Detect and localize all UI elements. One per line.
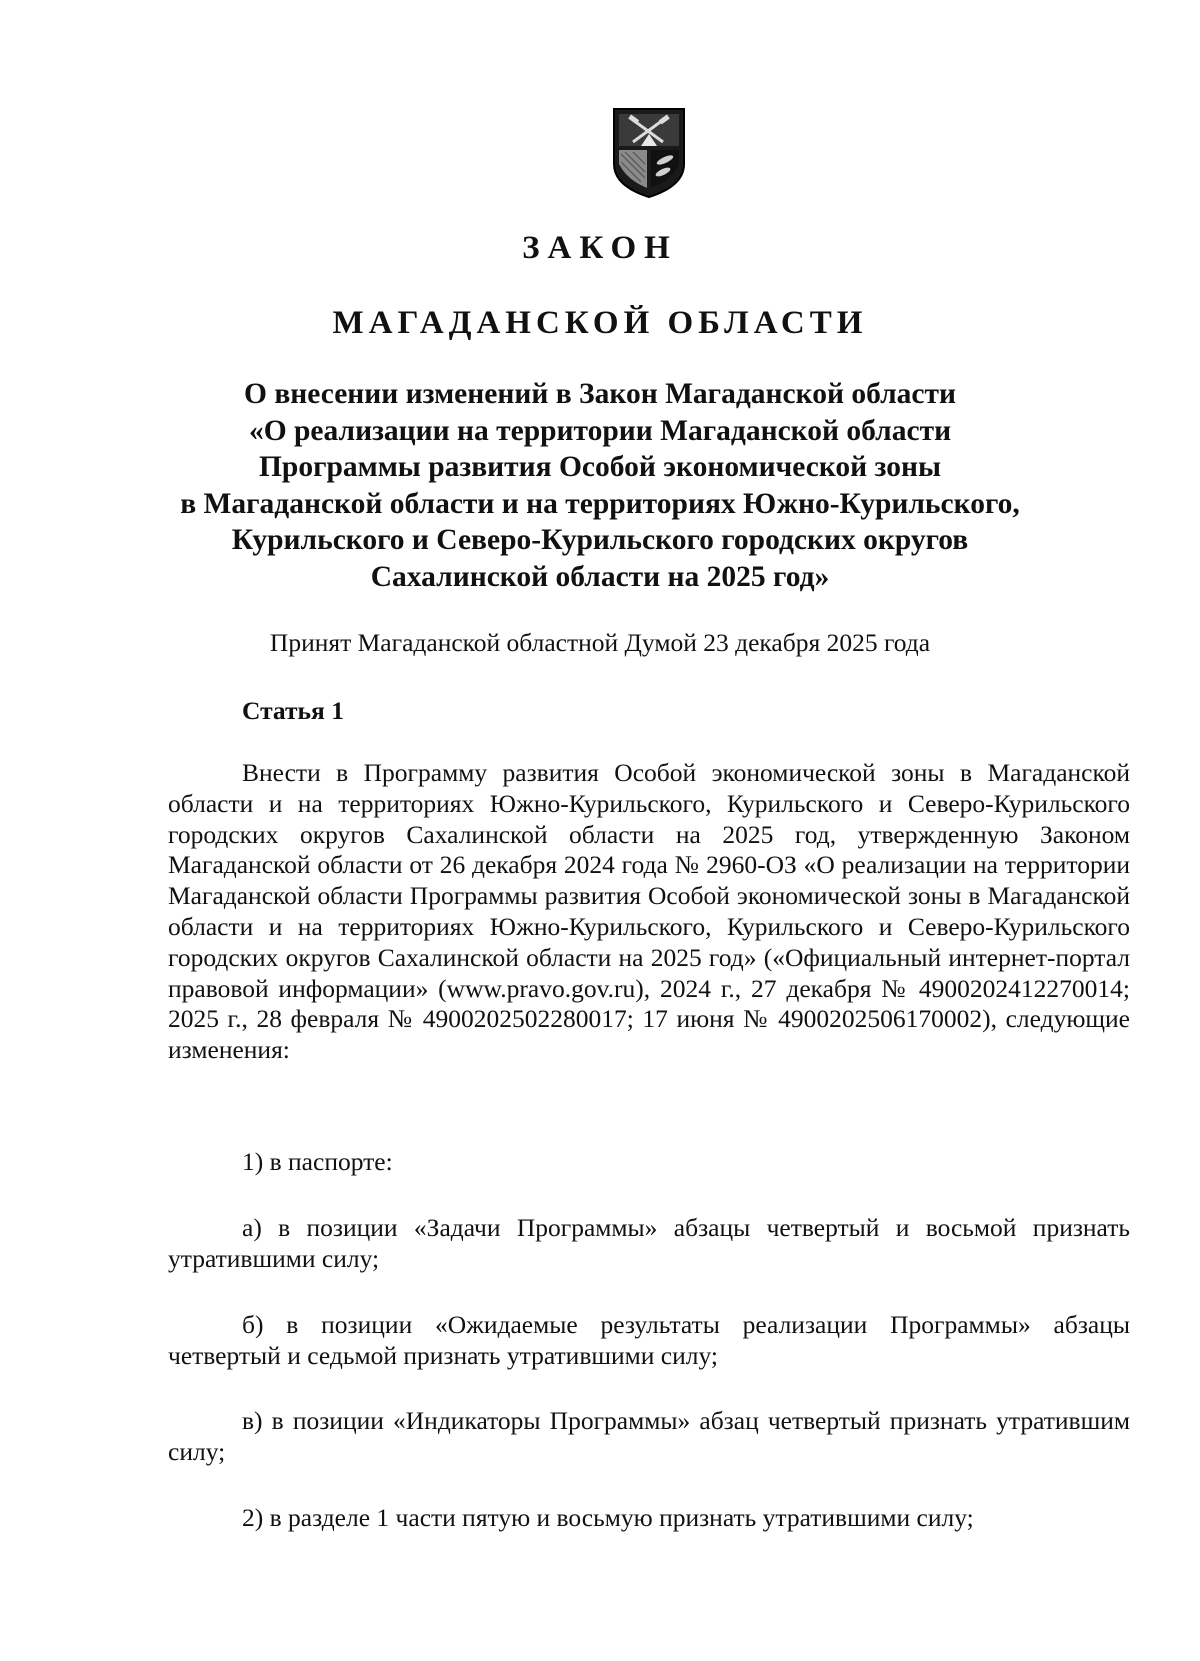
title-line: О внесении изменений в Закон Магаданской области [244, 378, 956, 410]
document-type-heading: ЗАКОН [522, 230, 678, 266]
title-line: в Магаданской области и на территориях Южно-Курильского, [180, 487, 1020, 520]
adoption-note: Принят Магаданской областной Думой 23 декабря 2025 года [269, 628, 931, 657]
document-title [150, 376, 1050, 596]
title-line: Сахалинской области на 2025 год» [370, 560, 830, 593]
item-1a-paragraph: а) в позиции «Задачи Программы» абзацы четвертый и восьмой признать утратившими силу; [168, 1213, 1130, 1273]
coat-of-arms-icon [611, 106, 687, 200]
item-1-paragraph: 1) в паспорте: [242, 1147, 393, 1176]
title-line: «О реализации на территории Магаданской области [248, 414, 952, 447]
item-1b-paragraph: б) в позиции «Ожидаемые результаты реализации Программы» абзацы четвертый и седьмой признать утратившими силу; [168, 1310, 1130, 1370]
document-region-heading: МАГАДАНСКОЙ ОБЛАСТИ [332, 305, 868, 341]
title-line: Программы развития Особой экономической зоны [258, 451, 942, 484]
item-1c-paragraph: в) в позиции «Индикаторы Программы» абзац четвертый признать утратившим силу; [168, 1406, 1130, 1466]
title-line: Курильского и Северо-Курильского городских округов [231, 524, 969, 557]
item-2-paragraph: 2) в разделе 1 части пятую и восьмую признать утратившими силу; [242, 1503, 974, 1532]
article-intro-paragraph: Внести в Программу развития Особой экономической зоны в Магаданской области и на территориях Южно-Курильского, Курильского и Северо-Курильского городских округов Сахалинской области на 2025 год, утвержденную Законом Магаданской области от 26 декабря 2024 года № 2960-ОЗ «О реализации на территории Магаданской области Программы развития Особой экономической зоны в Магаданской области и на территориях Южно-Курильского, Курильского и Северо-Курильского городских округов Сахалинской области на 2025 год» («Официальный интернет-портал правовой информации» (www.pravo.gov.ru), 2024 г., 27 декабря № 4900202412270014; 2025 г., 28 февраля № 4900202502280017; 17 июня № 4900202506170002), следующие изменения: [168, 758, 1130, 1065]
article-heading: Статья 1 [242, 696, 344, 725]
